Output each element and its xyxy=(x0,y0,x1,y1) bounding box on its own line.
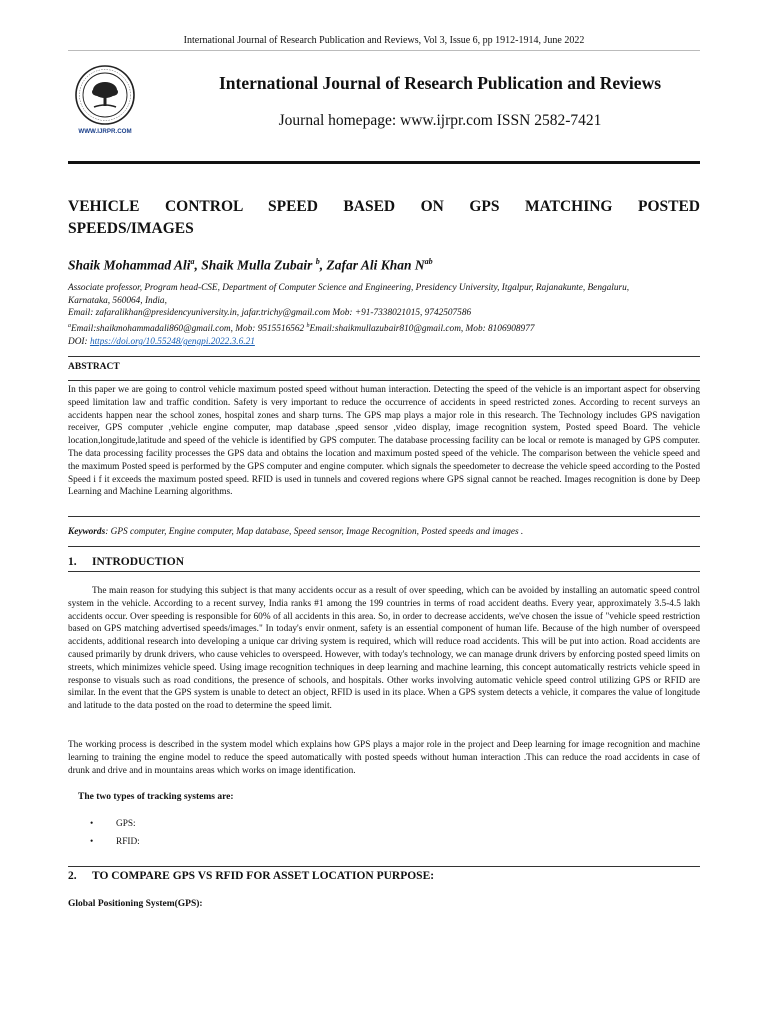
section-number: 2. xyxy=(68,870,77,882)
author-name: Shaik Mulla Zubair xyxy=(201,257,316,273)
masthead-rule xyxy=(68,161,700,164)
header-rule xyxy=(68,50,700,51)
email-sup: a xyxy=(68,323,71,330)
author-name: Shaik Mohammad Ali xyxy=(68,257,191,273)
email-sup: b xyxy=(306,323,310,330)
section-title: INTRODUCTION xyxy=(92,556,185,568)
author-sup: a xyxy=(190,257,195,266)
running-head: International Journal of Research Publication and Reviews, Vol 3, Issue 6, pp 1912-1914, June 2022 xyxy=(183,35,585,46)
abstract-bottom-rule xyxy=(68,516,700,517)
section-heading-compare xyxy=(68,870,434,882)
journal-name: International Journal of Research Publication and Reviews xyxy=(218,73,662,93)
abstract-heading: ABSTRACT xyxy=(68,362,120,372)
affiliation-line: Karnataka, 560064, India, xyxy=(68,295,167,306)
keywords-rule xyxy=(68,546,700,547)
list-item-text: RFID: xyxy=(116,837,140,847)
affiliation-block xyxy=(68,282,700,349)
intro-paragraph: The working process is described in the system model which explains how GPS plays a major role in the project and Deep learning for image recognition and machine learning to training the engine model to reduce the speed automatically with posted speeds without human interaction .This can reduce the road accidents in case of drunk and drive and in mountains areas which works on image identification. xyxy=(68,740,700,776)
section-heading-introduction xyxy=(68,556,184,568)
list-item-text: GPS: xyxy=(116,819,136,829)
gps-subheading: Global Positioning System(GPS): xyxy=(68,899,203,909)
keywords-text: : GPS computer, Engine computer, Map database, Speed sensor, Image Recognition, Posted speeds and images . xyxy=(105,527,524,537)
doi-line xyxy=(68,336,700,349)
section-number: 1. xyxy=(68,556,77,568)
author-sup: b xyxy=(315,257,320,266)
keywords-label: Keywords xyxy=(68,527,106,537)
journal-homepage: Journal homepage: www.ijrpr.com ISSN 2582-7421 xyxy=(278,112,602,129)
doi-link[interactable]: https://doi.org/10.55248/gengpi.2022.3.6.21 xyxy=(89,336,255,347)
title-line-1: VEHICLE CONTROL SPEED BASED ON GPS MATCHING POSTED xyxy=(68,198,700,215)
email-b: Email:shaikmullazubair810@gmail.com, Mob: 8106908977 xyxy=(309,324,535,335)
abstract-top-rule xyxy=(68,356,700,357)
abstract-text: In this paper we are going to control vehicle maximum posted speed without human interaction. Detecting the speed of the vehicle is an important aspect for observing speed limitation law and traffic condition. Safety is very important to reduce the occurrence of accidents in speed restricted zones. According to recent surveys an accidents happen near the school zones, hospital zones and sharp turns. The GPS map plays a major role in this research. The Technology includes GPS navigation receiver, GPS computer ,vehicle engine computer, map database ,speed sensor ,video display, image recognition system, Posted speed Board. The vehicle location,longitude,latitude and speed of the vehicle is identified by GPS computer. The database processing facility can be local or remote is managed by GPS computer. The data processing facility processes the GPS data and obtains the location and maximum posted speed of the vehicle. The comparison between the vehicle speed and the maximum Posted speed is performed by the GPS computer and engine computer. which signals the speedometer to decrease the vehicle speed according to the Posted Speed i f it exceeds the maximum posted speed. RFID is used in tunnels and covered regions where GPS signal cannot be reached. Images recognition is done by Deep Learning and Machine Learning algorithms. xyxy=(68,385,700,498)
email-line: Email: zafaralikhan@presidencyuniversity.in, jafar.trichy@gmail.com Mob: +91-7338021015, 9742507586 xyxy=(68,308,472,319)
author-sup: ab xyxy=(424,257,433,266)
author-emails xyxy=(68,320,700,336)
journal-logo xyxy=(68,62,142,136)
paper-title xyxy=(68,196,700,240)
list-item: • RFID: xyxy=(90,837,140,847)
tree-seal-icon xyxy=(68,62,142,136)
section-rule xyxy=(68,866,700,867)
title-line-2: SPEEDS/IMAGES xyxy=(68,220,194,237)
author-sep: , xyxy=(319,257,327,273)
author-name: Zafar Ali Khan N xyxy=(326,257,425,273)
email-a: Email:shaikmohammadali860@gmail.com, Mob: 9515516562 xyxy=(71,324,307,335)
section-rule xyxy=(68,571,700,572)
abstract-inner-rule xyxy=(68,380,700,381)
tracking-systems-heading: The two types of tracking systems are: xyxy=(78,792,234,802)
author-list xyxy=(68,257,433,274)
section-title: TO COMPARE GPS VS RFID FOR ASSET LOCATION PURPOSE: xyxy=(92,870,435,882)
affiliation-line: Associate professor, Program head-CSE, Department of Computer Science and Engineering, Presidency University, Itgalpur, Rajanakunte, Bengaluru, xyxy=(68,283,630,293)
intro-paragraph: The main reason for studying this subject is that many accidents occur as a result of over speeding, which can be avoided by installing an automatic speed control system in the vehicle. According to a recent survey, India ranks #1 among the 199 countries in terms of road accident deaths. Every year, approximately 3.5-4.5 lakh accidents occur. Over speeding is responsible for 60% of all accidents in this area. So, in order to decrease accidents, we've chosen the issue of "vehicle speed restriction based on GPS matching advertised speeds/images." In today's envir onment, safety is an essential component of human life. Because of the high number of overspeed accidents, additional research into developing a unique car driving system is required, which will reduce road accidents. This will be put into action. Road accidents are caused primarily by drunk drivers, who cause vehicles to overspeed. However, with today's technology, we can manage drunk drivers by enforcing posted speed limits on streets, which minimizes vehicle speed. Using image recognition techniques in deep learning and machine learning, this concept automatically restricts vehicle speed in response to visuals such as road conditions, the presence of schools, and hospitals. Other works involving automatic vehicle speed control utilizing GPS or RFID are similar. In the event that the GPS system is unable to detect an object, RFID is used in its place. When a GPS system detects a vehicle, it compares the value of longitude and latitude to the data posted on the road to determine the speed limit. xyxy=(68,586,700,712)
doi-label: DOI: xyxy=(68,336,90,347)
logo-url-text: WWW.IJRPR.COM xyxy=(78,128,132,135)
author-sep: , xyxy=(194,257,202,273)
keywords xyxy=(68,527,523,537)
list-item: • GPS: xyxy=(90,819,136,829)
